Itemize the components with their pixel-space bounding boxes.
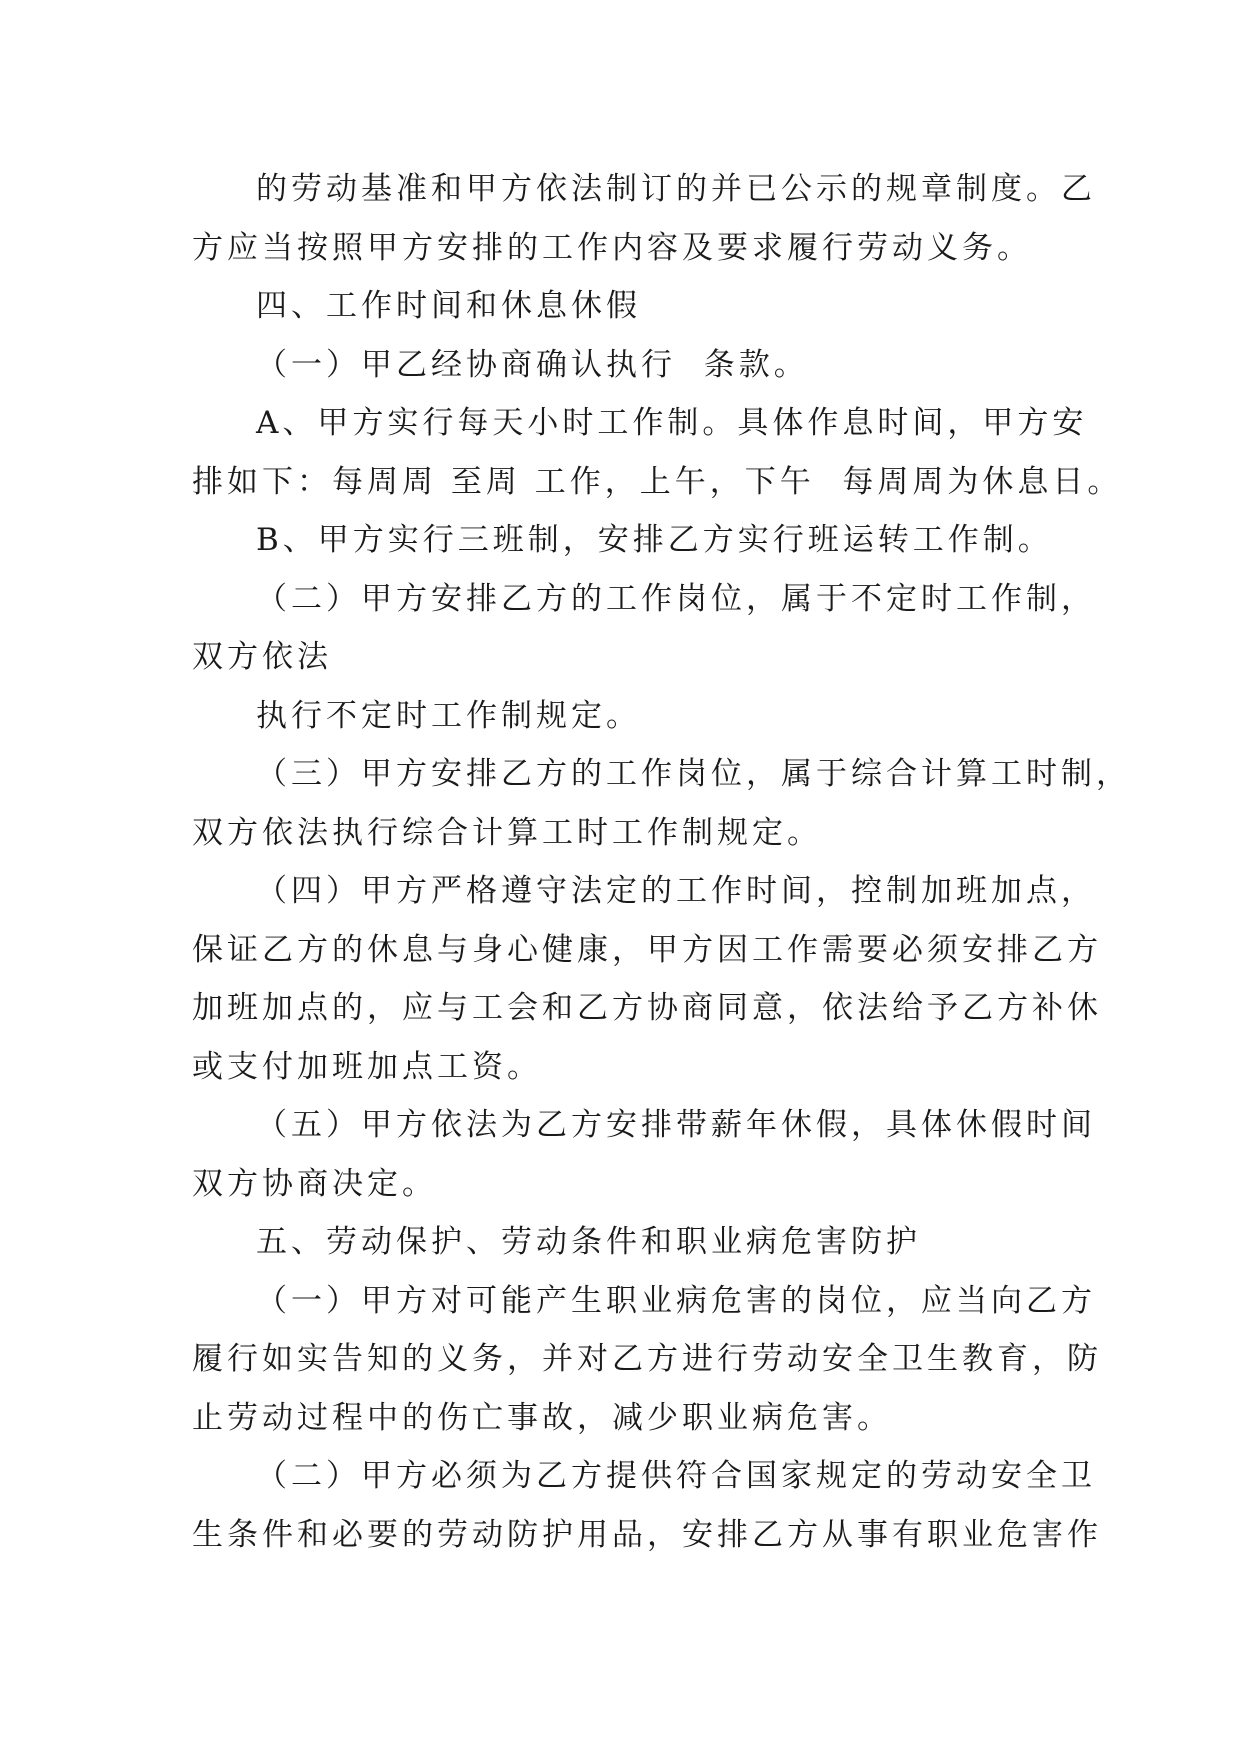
text-line: 排如下：每周周 至周 工作，上午，下午 每周周为休息日。 (192, 463, 1123, 500)
text-line: 止劳动过程中的伤亡事故，减少职业病危害。 (192, 1399, 892, 1436)
text-line: 执行不定时工作制规定。 (256, 697, 641, 734)
text-line: （五）甲方依法为乙方安排带薪年休假，具体休假时间 (256, 1107, 1096, 1143)
text-line: 双方依法 (192, 639, 332, 675)
text-line: 生条件和必要的劳动防护用品，安排乙方从事有职业危害作 (192, 1516, 1102, 1553)
document-body (192, 160, 1131, 1564)
text-line: （二）甲方安排乙方的工作岗位，属于不定时工作制， (256, 580, 1096, 617)
text-line: A、甲方实行每天小时工作制。具体作息时间，甲方安 (256, 405, 1088, 441)
text-line: 的劳动基准和甲方依法制订的并已公示的规章制度。乙 (256, 171, 1096, 207)
text-line: （一）甲乙经协商确认执行 条款。 (256, 346, 809, 383)
section-heading: 五、劳动保护、劳动条件和职业病危害防护 (256, 1224, 921, 1260)
text-line: （三）甲方安排乙方的工作岗位，属于综合计算工时制， (256, 756, 1131, 792)
section-heading: 四、工作时间和休息休假 (256, 288, 641, 324)
text-line: 双方依法执行综合计算工时工作制规定。 (192, 814, 822, 851)
text-line: 履行如实告知的义务，并对乙方进行劳动安全卫生教育，防 (192, 1341, 1102, 1377)
text-line: （四）甲方严格遵守法定的工作时间，控制加班加点， (256, 873, 1096, 909)
text-line: （一）甲方对可能产生职业病危害的岗位，应当向乙方 (256, 1282, 1096, 1319)
text-line: 加班加点的，应与工会和乙方协商同意，依法给予乙方补休 (192, 990, 1102, 1026)
text-line: 双方协商决定。 (192, 1165, 437, 1202)
text-line: B、甲方实行三班制，安排乙方实行班运转工作制。 (256, 522, 1053, 558)
text-line: 或支付加班加点工资。 (192, 1048, 542, 1085)
text-line: 保证乙方的休息与身心健康，甲方因工作需要必须安排乙方 (192, 931, 1102, 968)
text-line: （二）甲方必须为乙方提供符合国家规定的劳动安全卫 (256, 1458, 1096, 1494)
text-line: 方应当按照甲方安排的工作内容及要求履行劳动义务。 (192, 229, 1032, 266)
